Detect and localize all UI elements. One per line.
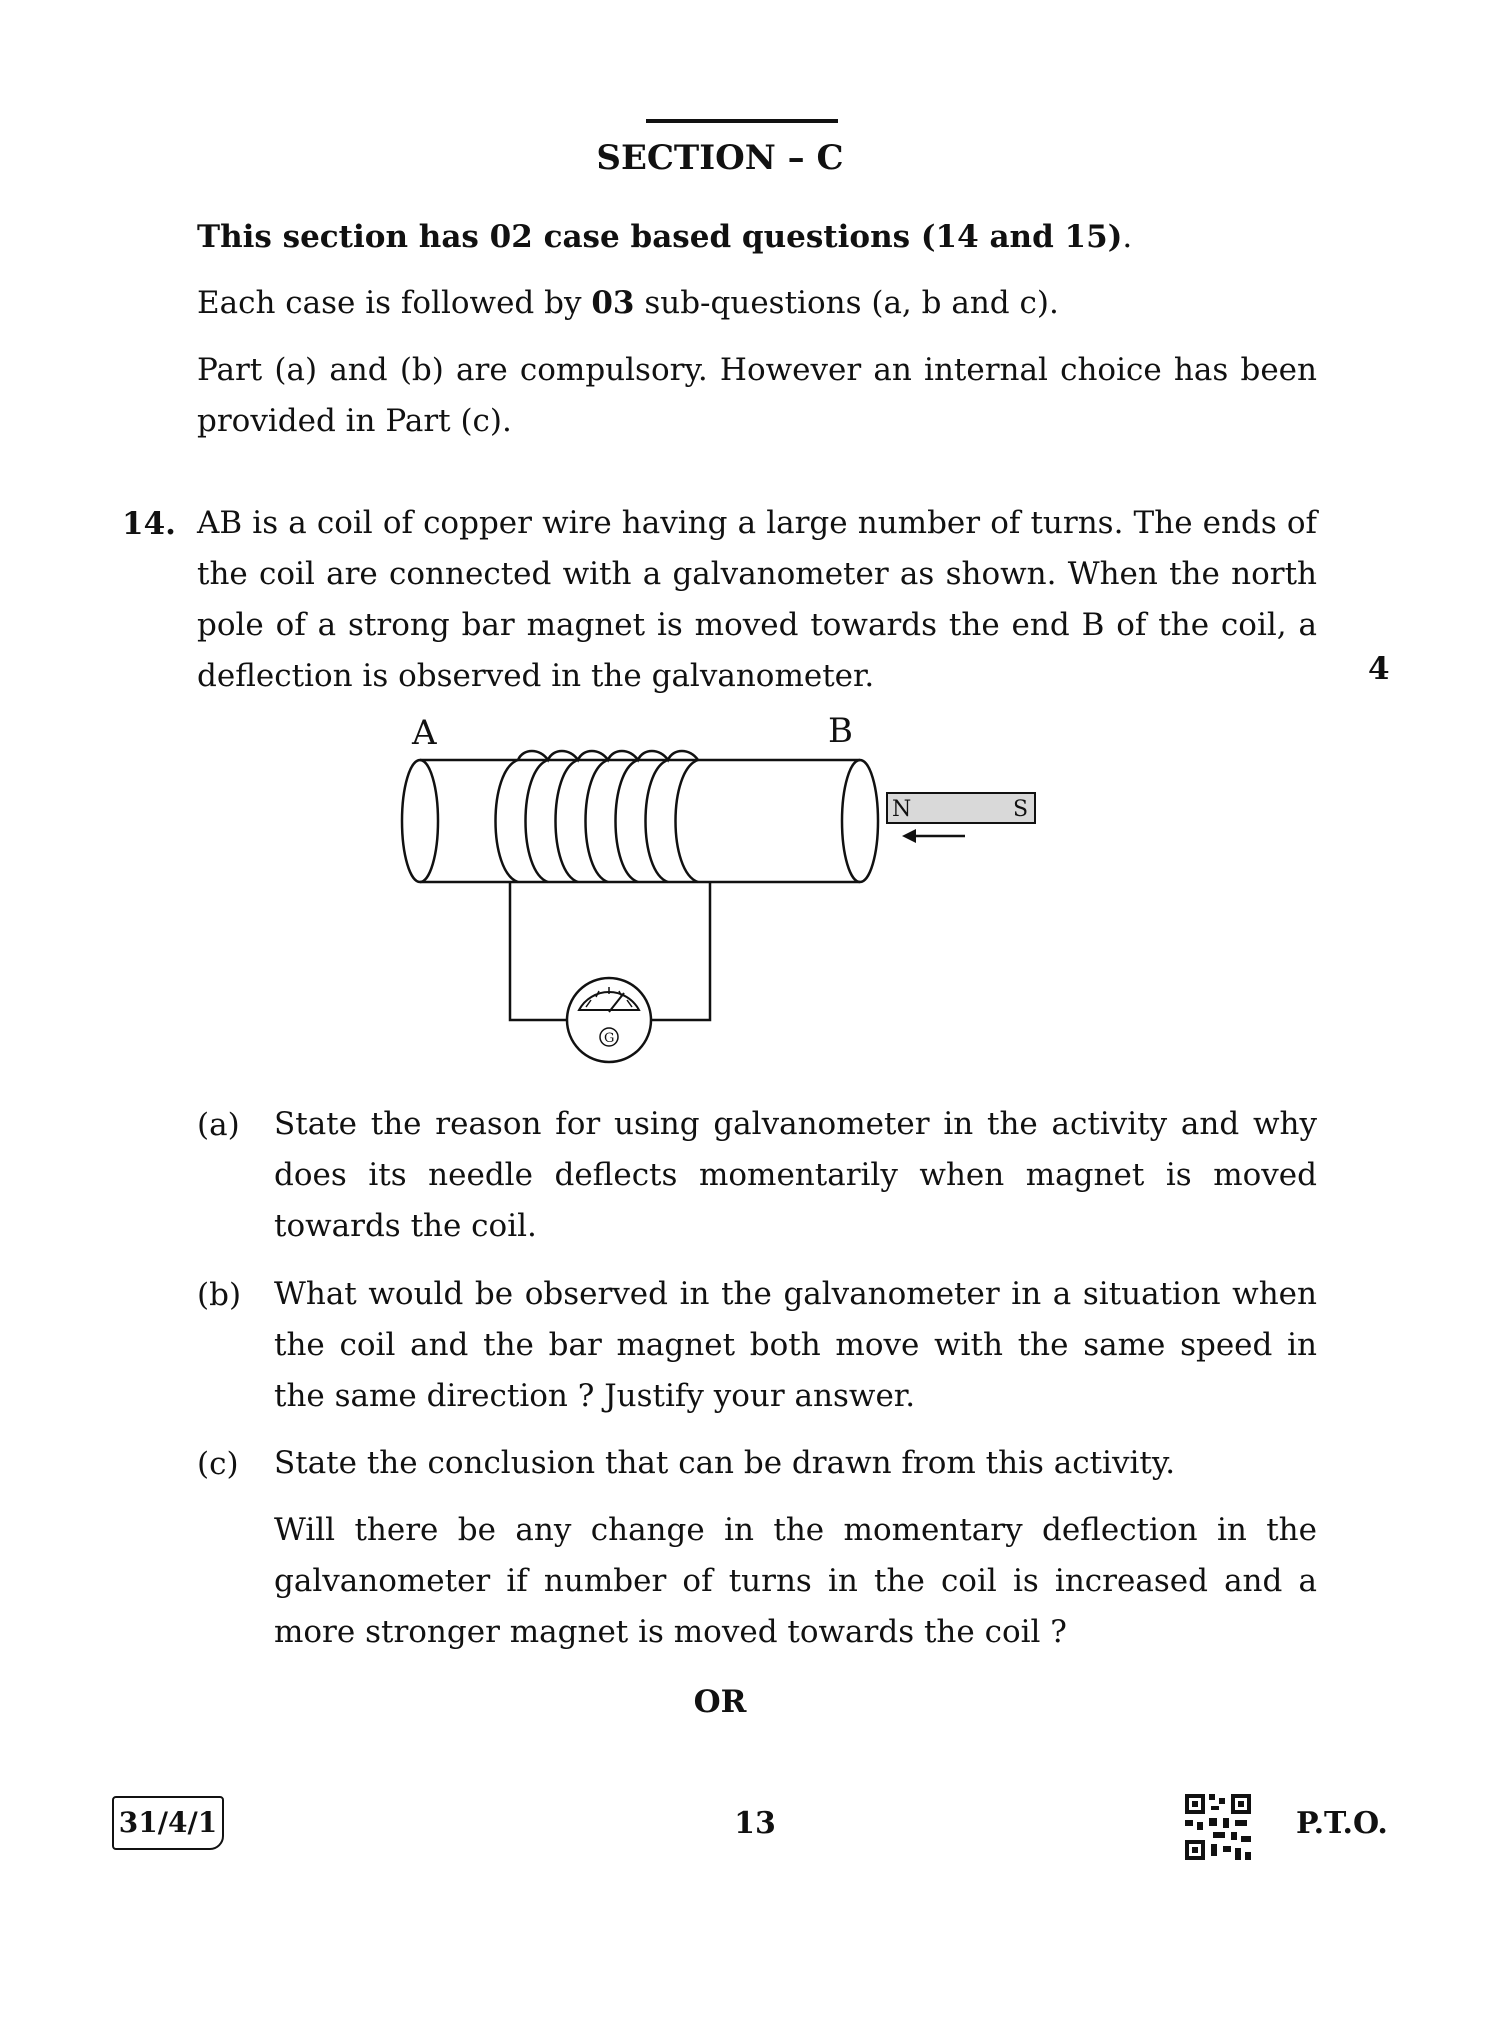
- intro-line-1-bold: This section has 02 case based questions (14 and 15): [197, 219, 1123, 255]
- intro-line-2-pre: Each case is followed by: [197, 285, 592, 321]
- coil-end-b-label: B: [828, 711, 853, 751]
- coil-turn: [676, 760, 699, 882]
- qr-code-icon: [1183, 1792, 1253, 1862]
- page-number: 13: [734, 1806, 776, 1841]
- magnet-north-label: N: [892, 797, 912, 822]
- intro-line-1-end: .: [1122, 219, 1133, 255]
- section-rule: [646, 119, 838, 123]
- paper-code-badge: 31/4/1: [112, 1796, 224, 1850]
- coil-end-a-face: [402, 760, 438, 882]
- subquestion-a-label: (a): [197, 1107, 240, 1143]
- coil-turn: [646, 760, 669, 882]
- intro-line-2-post: sub-questions (a, b and c).: [634, 285, 1059, 321]
- intro-line-2-bold: 03: [591, 285, 635, 321]
- subquestion-c-extra: Will there be any change in the momentary deflection in the galvanometer if number of turns in the coil is increased and a more stronger magnet is moved towards the coil ?: [274, 1512, 1317, 1650]
- or-separator: OR: [693, 1684, 747, 1720]
- right-wire: [650, 882, 710, 1020]
- intro-line-3: Part (a) and (b) are compulsory. However an internal choice has been provided in Part (c).: [197, 352, 1317, 439]
- intro-line-1: [197, 212, 1317, 263]
- coil-turn: [616, 760, 639, 882]
- coil-turn: [586, 760, 609, 882]
- left-wire: [510, 882, 568, 1020]
- subquestion-b-label: (b): [197, 1277, 242, 1313]
- question-marks: 4: [1368, 651, 1390, 687]
- coil-turn: [496, 760, 519, 882]
- question-text: AB is a coil of copper wire having a large number of turns. The ends of the coil are connected with a galvanometer as shown. When the north pole of a strong bar magnet is moved towards the end B of the coil, a deflection is observed in the galvanometer.: [197, 505, 1317, 694]
- coil-end-b-face: [842, 760, 878, 882]
- coil-turn: [556, 760, 579, 882]
- subquestion-c-label: (c): [197, 1446, 239, 1482]
- magnet-south-label: S: [1013, 797, 1029, 822]
- coil-galvanometer-diagram: [380, 710, 1060, 1080]
- question-number: 14.: [122, 506, 176, 542]
- pto-label: P.T.O.: [1296, 1806, 1388, 1841]
- coil-end-a-label: A: [412, 713, 437, 753]
- subquestion-a-text: State the reason for using galvanometer in the activity and why does its needle deflects momentarily when magnet is moved towards the coil.: [274, 1106, 1317, 1244]
- coil-turn: [526, 760, 549, 882]
- coil-turn-tops: [518, 751, 698, 760]
- section-title: SECTION – C: [596, 138, 844, 178]
- magnet-motion-arrow: [902, 829, 965, 843]
- intro-line-2: [197, 278, 1317, 329]
- galvanometer: [567, 978, 651, 1062]
- subquestion-c-text: State the conclusion that can be drawn from this activity.: [274, 1445, 1176, 1481]
- galvanometer-symbol: G: [604, 1031, 615, 1046]
- subquestion-b-text: What would be observed in the galvanometer in a situation when the coil and the bar magnet both move with the same speed in the same direction ? Justify your answer.: [274, 1276, 1317, 1414]
